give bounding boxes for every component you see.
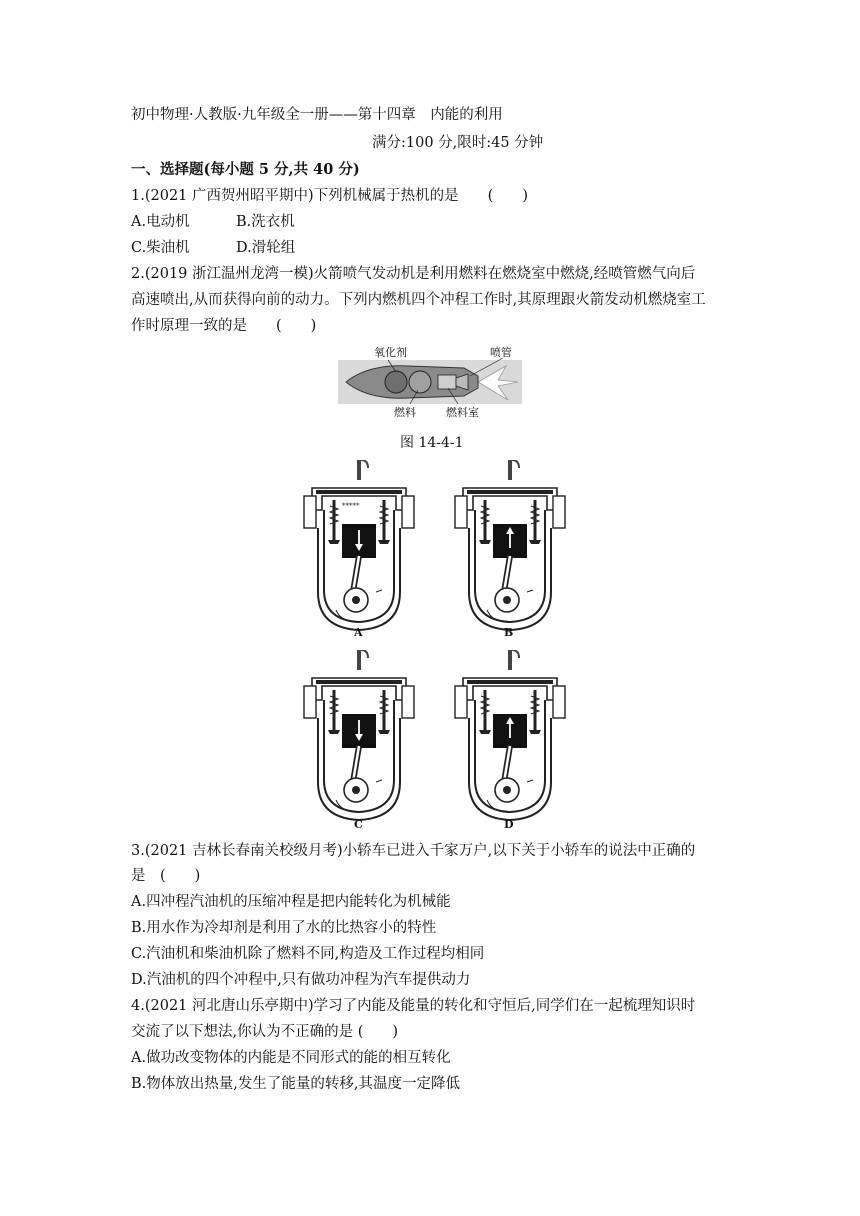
question-1-option-a: A.电动机 (131, 214, 190, 230)
question-1-option-b: B.洗衣机 (236, 214, 295, 230)
rocket-label-fuel: 燃料 (394, 406, 416, 419)
engine-diagram-a (302, 460, 418, 634)
rocket-label-oxidizer: 氧化剂 (374, 346, 407, 359)
question-2-line-1: 2.(2019 浙江温州龙湾一模)火箭喷气发动机是利用燃料在燃烧室中燃烧,经喷管燃气向后 (131, 266, 696, 282)
question-4-line-2: 交流了以下想法,你认为不正确的是 ( ) (131, 1024, 399, 1040)
question-3-line-1: 3.(2021 吉林长春南关校级月考)小轿车已进入千家万户,以下关于小轿车的说法中正确的 (131, 843, 696, 859)
rocket-label-nozzle: 喷管 (490, 346, 512, 359)
svg-text:*****: ***** (342, 502, 360, 510)
engine-diagram-b (453, 460, 569, 634)
question-2-line-2: 高速喷出,从而获得向前的动力。下列内燃机四个冲程工作时,其原理跟火箭发动机燃烧室工 (131, 292, 706, 308)
engine-label-c: C (354, 818, 363, 831)
question-4-line-1: 4.(2021 河北唐山乐亭期中)学习了内能及能量的转化和守恒后,同学们在一起梳理知识时 (131, 998, 696, 1014)
question-4-option-b: B.物体放出热量,发生了能量的转移,其温度一定降低 (131, 1076, 460, 1092)
question-4-option-a: A.做功改变物体的内能是不同形式的能的相互转化 (131, 1050, 451, 1066)
question-1-option-d: D.滑轮组 (236, 240, 296, 256)
question-3-option-b: B.用水作为冷却剂是利用了水的比热容小的特性 (131, 920, 437, 936)
question-3-option-a: A.四冲程汽油机的压缩冲程是把内能转化为机械能 (131, 894, 451, 910)
engine-label-d: D (504, 818, 514, 831)
engine-diagram-d (453, 650, 569, 824)
question-1-stem: 1.(2021 广西贺州昭平期中)下列机械属于热机的是 ( ) (131, 188, 528, 204)
question-3-line-2: 是 ( ) (131, 868, 201, 884)
question-3-option-c: C.汽油机和柴油机除了燃料不同,构造及工作过程均相同 (131, 946, 485, 962)
question-1-option-c: C.柴油机 (131, 240, 190, 256)
engine-diagram-c (302, 650, 418, 824)
rocket-diagram (338, 342, 522, 422)
figure-caption: 图 14-4-1 (400, 435, 464, 451)
section-heading: 一、选择题(每小题 5 分,共 40 分) (131, 161, 360, 178)
document-title: 初中物理·人教版·九年级全一册——第十四章 内能的利用 (131, 107, 503, 123)
question-3-option-d: D.汽油机的四个冲程中,只有做功冲程为汽车提供动力 (131, 972, 471, 988)
document-meta: 满分:100 分,限时:45 分钟 (372, 135, 544, 151)
engine-label-b: B (504, 626, 514, 639)
engine-label-a: A (354, 626, 363, 639)
rocket-label-chamber: 燃料室 (446, 406, 479, 419)
question-2-line-3: 作时原理一致的是 ( ) (131, 318, 317, 334)
